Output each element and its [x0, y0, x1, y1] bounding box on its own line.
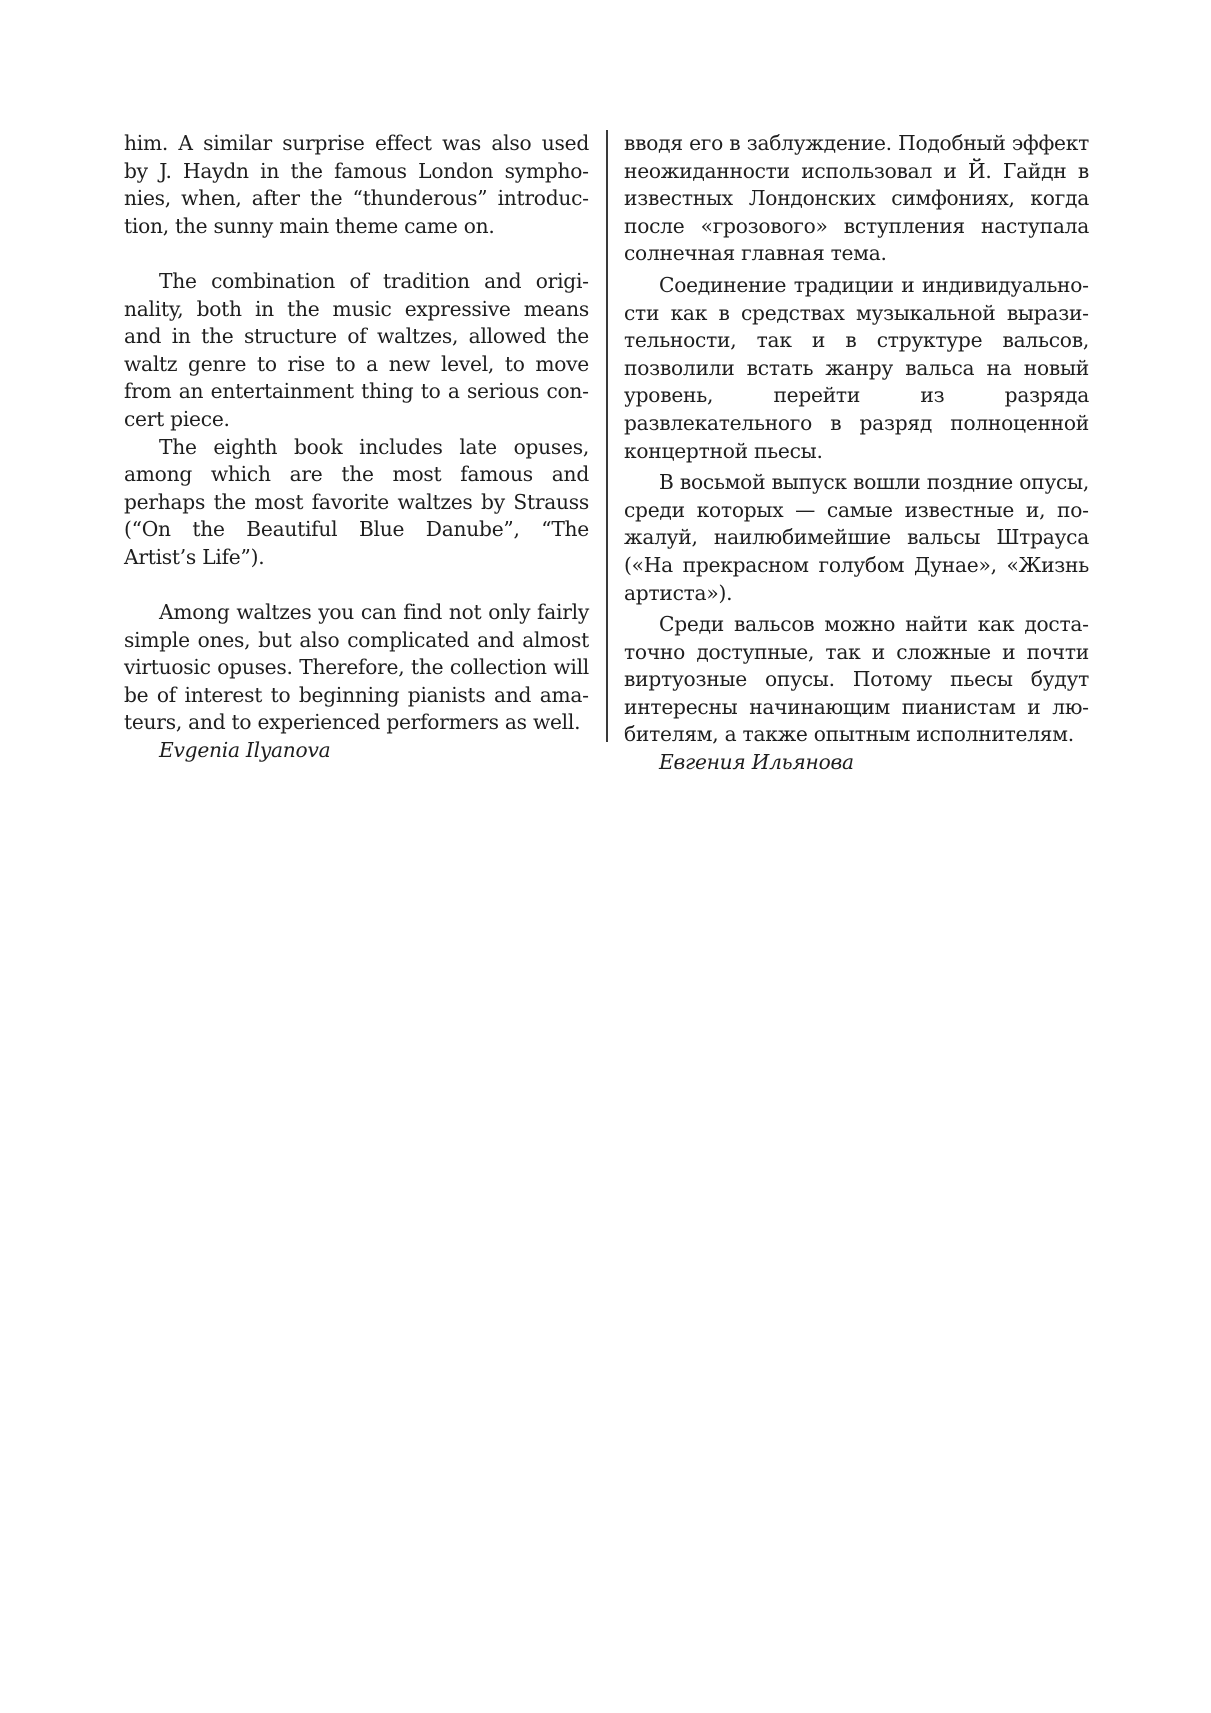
russian-paragraph-1: вводя его в заблуждение. Подобный эффект неожиданности использовал и Й. Гайдн в известных Лондонских симфониях, когда после «грозового» вступления наступала солнечная главная тема.	[624, 131, 1089, 266]
russian-paragraph-2: Соединение традиции и индивидуальности как в средствах музыкальной выразительности, так и в структуре вальсов, позволили встать жанру вальса на новый уровень, перейти из разряда развлекательного в разряд полноценной концертной пьесы.	[624, 272, 1089, 463]
english-paragraph-1: him. A similar surprise effect was also used by J. Haydn in the famous London symphonies, when, after the “thunderous” introduction, the sunny main theme came on.	[124, 131, 589, 238]
russian-paragraph-4: Среди вальсов можно найти как достаточно доступные, так и сложные и почти виртуозные опусы. Потому пьесы будут интересны начинающим пианистам и любителям, а также опытным исполнителям.	[624, 612, 1089, 747]
english-paragraph-4: Among waltzes you can find not only fairly simple ones, but also complicated and almost virtuosic opuses. Therefore, the collection will be of interest to beginning pianists and amateurs, and to experienced performers as well.	[124, 600, 589, 735]
russian-signature: Евгения Ильянова	[659, 750, 854, 775]
russian-paragraph-3: В восьмой выпуск вошли поздние опусы, среди которых — самые известные и, пожалуй, наилюбимейшие вальсы Штрауса («На прекрасном голубом Дунае», «Жизнь артиста»).	[624, 470, 1089, 605]
english-signature: Evgenia Ilyanova	[159, 738, 331, 763]
english-paragraph-3: The eighth book includes late opuses, among which are the most famous and perhaps the most favorite waltzes by Strauss (“On the Beautiful Blue Danube”, “The Artist’s Life”).	[124, 434, 589, 569]
english-column	[124, 130, 589, 765]
column-divider	[606, 130, 608, 742]
english-paragraph-2: The combination of tradition and originality, both in the music expressive means and in the structure of waltzes, allowed the waltz genre to rise to a new level, to move from an entertainment thing to a serious concert piece.	[124, 268, 589, 431]
russian-column	[624, 130, 1089, 777]
